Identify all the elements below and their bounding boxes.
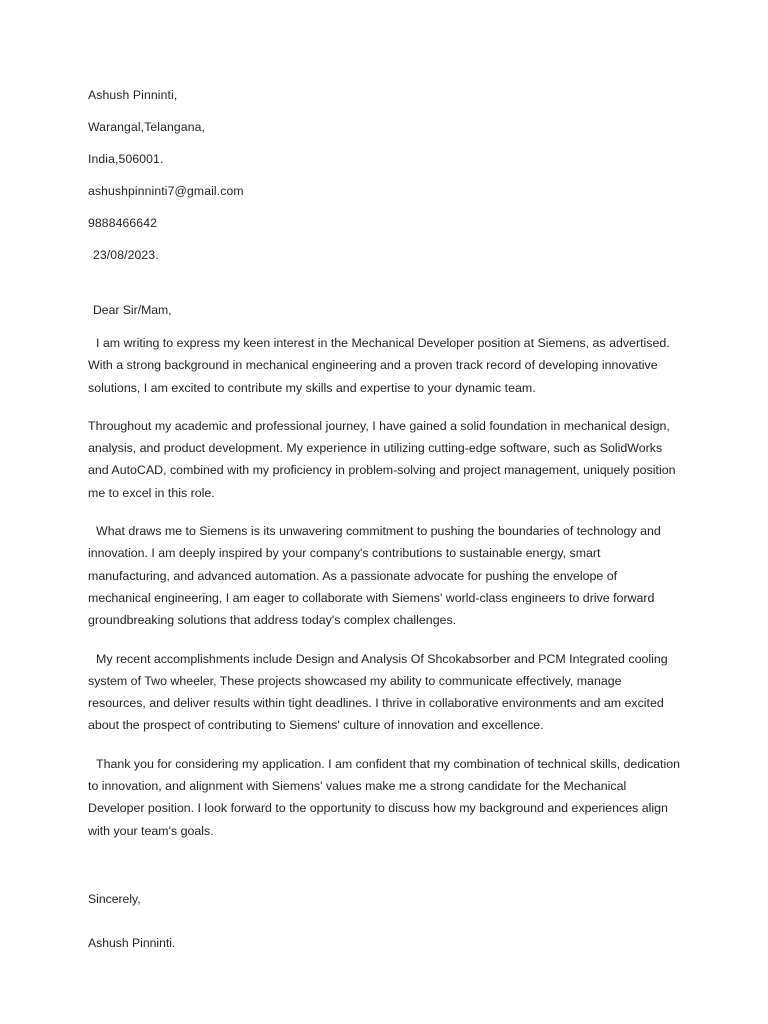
signature-name: Ashush Pinninti. <box>88 935 176 950</box>
salutation: Dear Sir/Mam, <box>93 303 172 317</box>
body-paragraph-2: Throughout my academic and professional journey, I have gained a solid foundation in mechanical design, analysis, and product development. My experience in utilizing cutting-edge software, such as SolidWorks and AutoCAD, combined with my proficiency in problem-solving and project management, uniquely position me to excel in this role. <box>88 418 676 500</box>
sender-email: ashushpinninti7@gmail.com <box>88 184 244 198</box>
valediction: Sincerely, <box>88 891 141 906</box>
sender-address-line-1: Warangal,Telangana, <box>88 120 206 134</box>
sender-block <box>88 88 682 262</box>
letter-date: 23/08/2023. <box>93 248 159 262</box>
body-paragraph-3: What draws me to Siemens is its unwavering commitment to pushing the boundaries of technology and innovation. I am deeply inspired by your company's contributions to sustainable energy, smart manufacturing, and advanced automation. As a passionate advocate for pushing the envelope of mechanical engineering, I am eager to collaborate with Siemens' world-class engineers to drive forward groundbreaking solutions that address today's complex challenges. <box>88 524 661 628</box>
closing-block <box>88 892 682 950</box>
sender-phone: 9888466642 <box>88 216 158 230</box>
body-paragraph-5: Thank you for considering my application. I am confident that my combination of technical skills, dedication to innovation, and alignment with Siemens' values make me a strong candidate for the Mechanical Developer position. I look forward to the opportunity to discuss how my background and experiences align with your team's goals. <box>88 756 681 838</box>
letter-body <box>88 88 682 950</box>
body-paragraph-4: My recent accomplishments include Design and Analysis Of Shcokabsorber and PCM Integrated cooling system of Two wheeler, These projects showcased my ability to communicate effectively, manage resources, and deliver results within tight deadlines. I thrive in collaborative environments and am excited about the prospect of contributing to Siemens' culture of innovation and excellence. <box>88 651 668 733</box>
body-paragraph-1: I am writing to express my keen interest in the Mechanical Developer position at Siemens, as advertised. With a strong background in mechanical engineering and a proven track record of developing innovative solutions, I am excited to contribute my skills and expertise to your dynamic team. <box>88 336 670 395</box>
sender-address-line-2: India,506001. <box>88 152 164 166</box>
sender-name: Ashush Pinninti, <box>88 88 178 102</box>
